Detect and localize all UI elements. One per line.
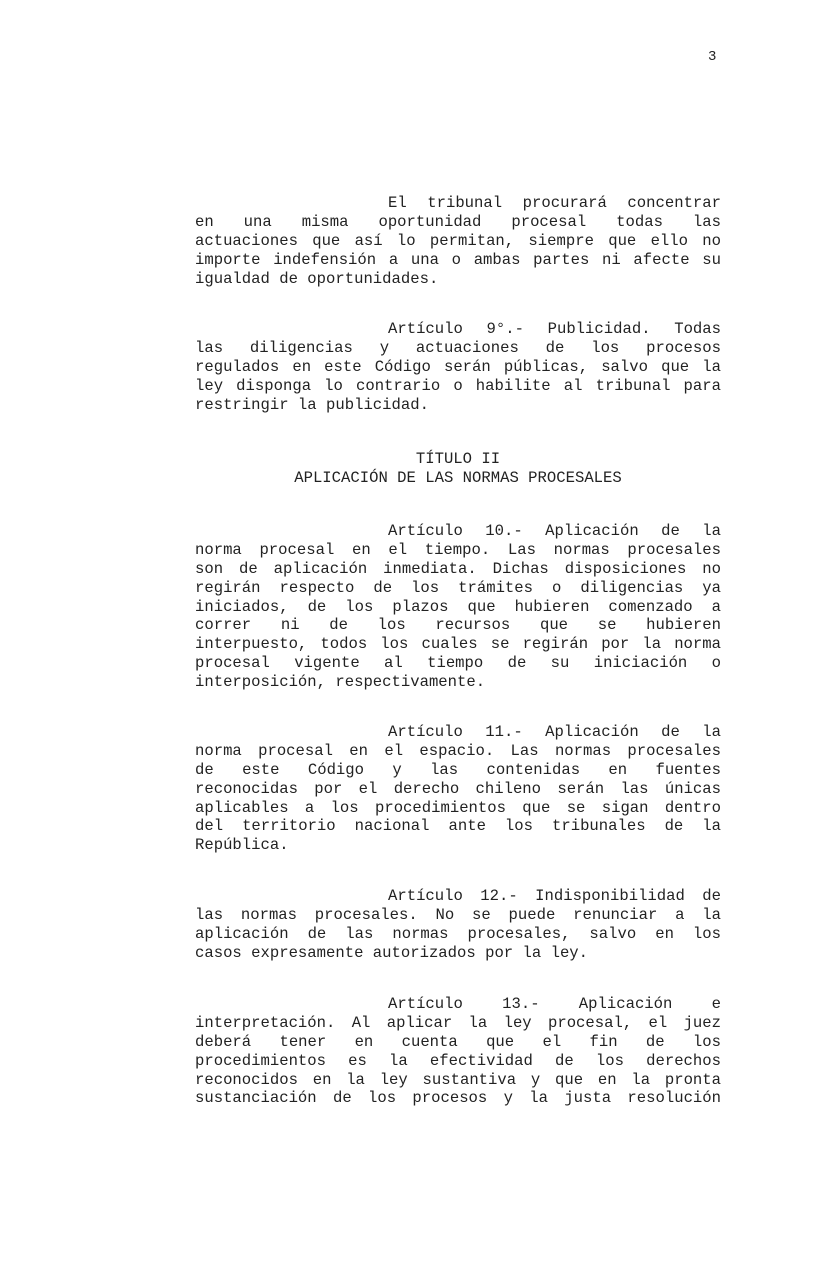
text-line: sustanciación de los procesos y la justa resolución: [195, 1089, 721, 1108]
text-line: las diligencias y actuaciones de los procesos: [195, 338, 721, 357]
article-11: [195, 723, 721, 855]
text-line: aplicables a los procedimientos que se sigan dentro: [195, 798, 721, 817]
text-line: restringir la publicidad.: [195, 395, 429, 414]
text-line: procesal vigente al tiempo de su iniciación o: [195, 654, 721, 673]
text-line: norma procesal en el espacio. Las normas procesales: [195, 741, 721, 760]
text-line: aplicación de las normas procesales, salvo en los: [195, 924, 721, 943]
text-line: El tribunal procurará concentrar: [388, 194, 721, 212]
text-line: iniciados, de los plazos que hubieren comenzado a: [195, 597, 721, 616]
text-line: interpretación. Al aplicar la ley procesal, el juez: [195, 1013, 721, 1032]
text-line: en una misma oportunidad procesal todas las: [195, 212, 721, 231]
text-line: las normas procesales. No se puede renunciar a la: [195, 905, 721, 924]
text-line: procedimientos es la efectividad de los derechos: [195, 1051, 721, 1070]
text-line: del territorio nacional ante los tribunales de la: [195, 817, 721, 836]
text-line: deberá tener en cuenta que el fin de los: [195, 1032, 721, 1051]
text-line: regirán respecto de los trámites o diligencias ya: [195, 578, 721, 597]
section-subtitle: APLICACIÓN DE LAS NORMAS PROCESALES: [294, 469, 622, 487]
text-line: casos expresamente autorizados por la ley.: [195, 943, 589, 962]
text-line: importe indefensión a una o ambas partes ni afecte su: [195, 250, 721, 269]
section-title: TÍTULO II: [415, 450, 501, 468]
text-line: interposición, respectivamente.: [195, 673, 486, 692]
text-line: interpuesto, todos los cuales se regirán por la norma: [195, 635, 721, 654]
article-heading-line: Artículo 11.- Aplicación de la: [388, 723, 721, 741]
article-heading-line: Artículo 9°.- Publicidad. Todas: [388, 320, 721, 338]
article-10: [195, 522, 721, 692]
paragraph-concentracion: [195, 194, 721, 288]
article-9: [195, 320, 721, 414]
article-12: [195, 887, 721, 963]
text-line: regulados en este Código serán públicas, salvo que la: [195, 357, 721, 376]
text-line: son de aplicación inmediata. Dichas disposiciones no: [195, 559, 721, 578]
article-heading-line: Artículo 10.- Aplicación de la: [388, 522, 721, 540]
article-13: [195, 995, 721, 1108]
text-line: actuaciones que así lo permitan, siempre que ello no: [195, 231, 721, 250]
article-heading-line: Artículo 12.- Indisponibilidad de: [388, 887, 721, 905]
page-number: 3: [708, 49, 717, 65]
text-line: norma procesal en el tiempo. Las normas procesales: [195, 540, 721, 559]
text-line: reconocidos en la ley sustantiva y que en la pronta: [195, 1070, 721, 1089]
text-line: República.: [195, 836, 289, 855]
text-line: correr ni de los recursos que se hubieren: [195, 616, 721, 635]
text-line: igualdad de oportunidades.: [195, 269, 439, 288]
text-line: reconocidas por el derecho chileno serán las únicas: [195, 779, 721, 798]
article-heading-line: Artículo 13.- Aplicación e: [388, 995, 721, 1013]
text-line: de este Código y las contenidas en fuentes: [195, 760, 721, 779]
text-line: ley disponga lo contrario o habilite al tribunal para: [195, 376, 721, 395]
